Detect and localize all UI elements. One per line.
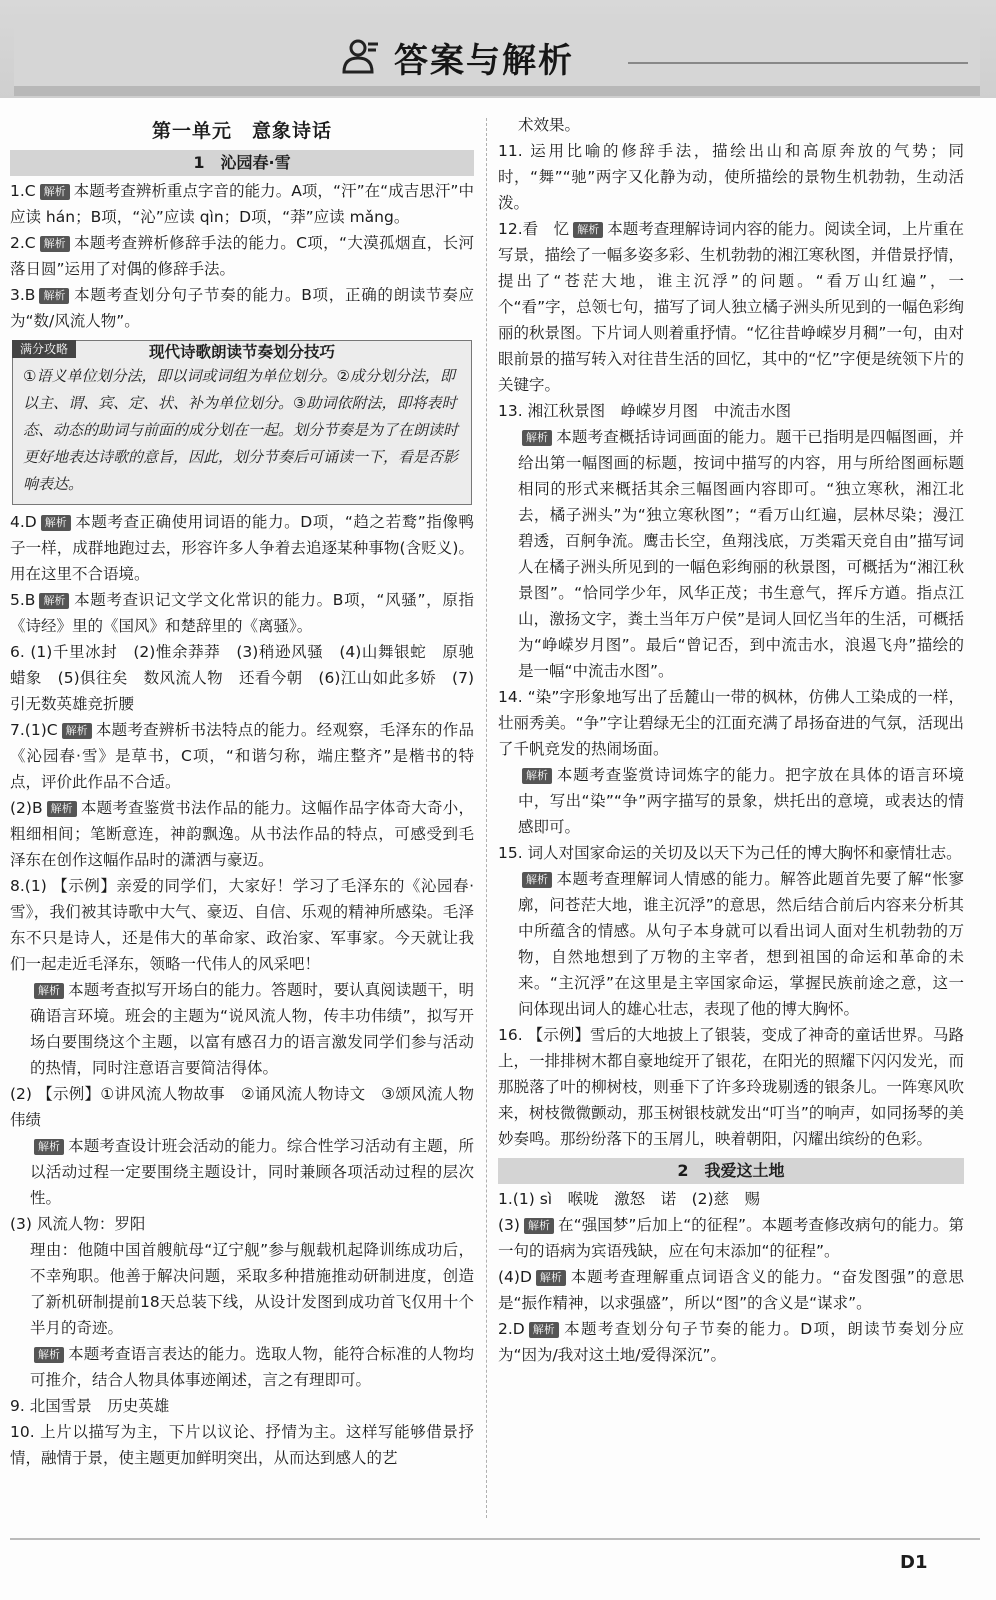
answer-text: 本题考查辨析修辞手法的能力。C项，“大漠孤烟直，长河落日圆”运用了对偶的修辞手法。 — [10, 234, 474, 278]
answer-list — [498, 1186, 964, 1368]
analysis-tag: 解析 — [536, 1270, 566, 1286]
page-title: 答案与解析 — [394, 40, 574, 81]
answer-text: 本题考查鉴赏诗词炼字的能力。把字放在具体的语言环境中，写出“染”“争”两字描写的景象，烘托出的意境，或表达的情感即可。 — [518, 766, 964, 836]
answer-text: (1)千里冰封 (2)惟余莽莽 (3)稍逊风骚 (4)山舞银蛇 原驰蜡象 (5)俱往矣 数风流人物 还看今朝 (6)江山如此多娇 (7)引无数英雄竞折腰 — [10, 643, 474, 713]
lesson-title: 1 沁园春·雪 — [10, 150, 474, 176]
answer-item — [498, 1186, 964, 1212]
analysis-tag: 解析 — [62, 723, 92, 739]
answer-number: 6. — [10, 643, 25, 661]
analysis-tag: 解析 — [573, 222, 603, 238]
answer-number: 11. — [498, 142, 523, 160]
analysis-tag: 解析 — [34, 983, 64, 999]
answer-number: 3.B — [10, 286, 36, 304]
answer-item — [498, 684, 964, 762]
analysis-tag: 解析 — [522, 768, 552, 784]
answer-number: 16. — [498, 1026, 523, 1044]
answer-item — [10, 230, 474, 282]
answer-text: 在“强国梦”后加上“的征程”。本题考查修改病句的能力。第一句的语病为宾语残缺，应在句末添加“的征程”。 — [498, 1216, 964, 1260]
answer-list — [10, 509, 474, 1471]
answer-text: 本题考查辨析书法特点的能力。经观察，毛泽东的作品《沁园春·雪》是草书，C项，“和谐匀称，端庄整齐”是楷书的特点，评价此作品不合适。 — [10, 721, 474, 791]
answer-item — [10, 1341, 474, 1393]
analysis-tag: 解析 — [41, 515, 71, 531]
answer-item — [498, 1316, 964, 1368]
analysis-tag: 解析 — [40, 184, 70, 200]
answer-item — [10, 282, 474, 334]
answer-item — [498, 762, 964, 840]
answer-text: 上片以描写为主，下片以议论、抒情为主。这样写能够借景抒情，融情于景，使主题更加鲜明突出，从而达到感人的艺 — [10, 1423, 474, 1467]
answer-item — [10, 1419, 474, 1471]
answer-number: (3) — [498, 1216, 520, 1234]
answer-number: 5.B — [10, 591, 36, 609]
answer-number: 8.(1) — [10, 877, 47, 895]
answer-text: 本题考查概括诗词画面的能力。题干已指明是四幅图画，并给出第一幅图画的标题，按词中描写的内容，用与所给图画标题相同的形式来概括其余三幅图画内容即可。“独立寒秋，湘江北去，橘子洲头”为“独立寒秋图”；“看万山红遍，层林尽染；漫江碧透，百舸争流。鹰击长空，鱼翔浅底，万类霜天竞自由”描写词人在橘子洲头所见到的一幅色彩绚丽的秋景图，可概括为“湘江秋景图”。“恰同学少年，风华正茂；书生意气，挥斥方遒。指点江山，激扬文字，粪土当年万户侯”是词人回忆当年的生活，可概括为“峥嵘岁月图”。最后“曾记否，到中流击水，浪遏飞舟”描绘的是一幅“中流击水图”。 — [518, 428, 964, 680]
answer-item — [498, 1264, 964, 1316]
answer-number: (2) — [10, 1085, 32, 1103]
answer-number: 14. — [498, 688, 523, 706]
answer-item — [10, 873, 474, 977]
answer-text: 风流人物：罗阳 — [36, 1215, 146, 1233]
unit-title: 第一单元 意象诗话 — [151, 120, 332, 142]
answer-item — [498, 866, 964, 1022]
tips-text: ①语义单位划分法，即以词或词组为单位划分。②成分划分法，即以主、谓、宾、定、状、补为单位划分。③助词依附法，即将表时态、动态的助词与前面的成分划在一起。划分节奏是为了在朗读时更好地表达诗歌的意旨，因此，划分节奏后可诵读一下，看是否影响表达。 — [23, 367, 459, 493]
analysis-tag: 解析 — [47, 801, 77, 817]
answer-number: 12.看 忆 — [498, 220, 570, 238]
analysis-tag: 解析 — [34, 1139, 64, 1155]
answer-list — [498, 112, 964, 1152]
answer-text: 【示例】亲爱的同学们，大家好！学习了毛泽东的《沁园春·雪》，我们被其诗歌中大气、豪迈、自信、乐观的精神所感染。毛泽东不只是诗人，还是伟大的革命家、政治家、军事家。今天就让我们一起走近毛泽东，领略一代伟人的风采吧！ — [10, 877, 474, 973]
answer-text: 词人对国家命运的关切及以天下为己任的博大胸怀和豪情壮志。 — [527, 844, 962, 862]
answer-text: “染”字形象地写出了岳麓山一带的枫林，仿佛人工染成的一样，壮丽秀美。“争”字让碧绿无尘的江面充满了昂扬奋进的气氛，活现出了千帆竞发的热闹场面。 — [498, 688, 964, 758]
answer-text: 湘江秋景图 峥嵘岁月图 中流击水图 — [527, 402, 792, 420]
answer-item — [10, 639, 474, 717]
answer-text: 北国雪景 历史英雄 — [29, 1397, 170, 1415]
answer-item — [10, 1237, 474, 1341]
answer-number: (2)B — [10, 799, 43, 817]
answer-number: 15. — [498, 844, 523, 862]
answer-item — [498, 424, 964, 684]
footer-line — [10, 1538, 980, 1540]
answer-item — [498, 216, 964, 398]
answer-item — [10, 1211, 474, 1237]
answer-text: sì 喉咙 激怒 诺 (2)慈 赐 — [539, 1190, 761, 1208]
answer-number: 10. — [10, 1423, 35, 1441]
analysis-tag: 解析 — [529, 1322, 559, 1338]
page-number: D1 — [900, 1552, 928, 1573]
answer-text: 本题考查理解诗词内容的能力。阅读全词，上片重在写景，描绘了一幅多姿多彩、生机勃勃的湘江寒秋图，并借景抒情，提出了“苍茫大地，谁主沉浮”的问题。“看万山红遍”，一个“看”字，总领七句，描写了词人独立橘子洲头所见到的一幅色彩绚丽的秋景图。下片词人则着重抒情。“忆往昔峥嵘岁月稠”一句，由对眼前景的描写转入对往昔生活的回忆，其中的“忆”字便是统领下片的关键字。 — [498, 220, 964, 394]
answer-text: 本题考查理解词人情感的能力。解答此题首先要了解“怅寥廓，问苍茫大地，谁主沉浮”的意思，然后结合前后内容来分析其中所蕴含的情感。从句子本身就可以看出词人面对生机勃勃的万物，自然地想到了万物的主宰者，想到祖国的命运和革命的未来。“主沉浮”在这里是主宰国家命运，掌握民族前途之意，这一问体现出词人的雄心壮志，表现了他的博大胸怀。 — [518, 870, 964, 1018]
answer-number: 7.(1)C — [10, 721, 58, 739]
answer-number: (4)D — [498, 1268, 532, 1286]
answer-number: (3) — [10, 1215, 32, 1233]
lesson-title: 2 我爱这土地 — [498, 1158, 964, 1184]
answer-item — [10, 1393, 474, 1419]
analysis-tag: 解析 — [34, 1347, 64, 1363]
answer-number: 13. — [498, 402, 523, 420]
answer-item — [10, 1081, 474, 1133]
answer-text: 本题考查语言表达的能力。选取人物，能符合标准的人物均可推介，结合人物具体事迹阐述，言之有理即可。 — [30, 1345, 474, 1389]
analysis-tag: 解析 — [522, 872, 552, 888]
analysis-tag: 解析 — [39, 288, 69, 304]
answer-item — [498, 398, 964, 424]
analysis-tag: 解析 — [40, 236, 70, 252]
answer-item — [10, 587, 474, 639]
right-column — [498, 112, 964, 1368]
answer-item — [498, 138, 964, 216]
tips-title: 现代诗歌朗读节奏划分技巧 — [148, 343, 335, 361]
answer-item — [10, 977, 474, 1081]
answer-item — [10, 509, 474, 587]
answer-number: 4.D — [10, 513, 37, 531]
answer-text: 【示例】雪后的大地披上了银装，变成了神奇的童话世界。马路上，一排排树木都自豪地绽开了银花，在阳光的照耀下闪闪发光，而那脱落了叶的柳树枝，则垂下了许多玲珑剔透的银条儿。一阵寒风吹来，树枝微微颤动，那玉树银枝就发出“叮当”的响声，如同扬琴的美妙奏鸣。那纷纷落下的玉屑儿，映着朝阳，闪耀出缤纷的色彩。 — [498, 1026, 964, 1148]
answer-number: 1.(1) — [498, 1190, 535, 1208]
answer-list — [10, 178, 474, 334]
answer-text: 本题考查理解重点词语含义的能力。“奋发图强”的意思是“振作精神，以求强盛”，所以“图”的含义是“谋求”。 — [498, 1268, 964, 1312]
tips-box — [12, 340, 472, 505]
answer-text: 本题考查拟写开场白的能力。答题时，要认真阅读题干，明确语言环境。班会的主题为“说风流人物，传丰功伟绩”，拟写开场白要围绕这个主题，以富有感召力的语言激发同学们参与活动的热情，同时注意语言要简洁得体。 — [30, 981, 474, 1077]
answer-item — [498, 1022, 964, 1152]
answer-item — [498, 112, 964, 138]
answer-number: 1.C — [10, 182, 36, 200]
answer-item — [498, 840, 964, 866]
answer-item — [498, 1212, 964, 1264]
answer-text: 本题考查划分句子节奏的能力。D项，朗读节奏划分应为“因为/我对这土地/爱得深沉”。 — [498, 1320, 964, 1364]
answer-item — [10, 717, 474, 795]
analysis-tag: 解析 — [522, 430, 552, 446]
answer-text: 理由：他随中国首艘航母“辽宁舰”参与舰载机起降训练成功后，不幸殉职。他善于解决问题，采取多种措施推动研制进度，创造了新机研制提前18天总装下线，从设计发图到成功首飞仅用十个半月的奇迹。 — [30, 1241, 474, 1337]
answer-number: 2.D — [498, 1320, 525, 1338]
column-divider — [486, 118, 487, 1518]
answer-text: 【示例】①讲风流人物故事 ②诵风流人物诗文 ③颂风流人物伟绩 — [10, 1085, 474, 1129]
answer-number: 9. — [10, 1397, 25, 1415]
cloud-person-icon — [338, 34, 384, 80]
left-column — [10, 112, 474, 1471]
answer-text: 本题考查辨析重点字音的能力。A项，“汗”在“成吉思汗”中应读 hán；B项，“沁”应读 qìn；D项，“莽”应读 mǎng。 — [10, 182, 474, 226]
answer-text: 本题考查划分句子节奏的能力。B项，正确的朗读节奏应为“数/风流人物”。 — [10, 286, 474, 330]
analysis-tag: 解析 — [39, 593, 69, 609]
answer-text: 运用比喻的修辞手法，描绘出山和高原奔放的气势；同时，“舞”“驰”两字又化静为动，使所描绘的景物生机勃勃，生动活泼。 — [498, 142, 964, 212]
answer-text: 术效果。 — [518, 116, 581, 134]
answer-item — [10, 1133, 474, 1211]
answer-text: 本题考查设计班会活动的能力。综合性学习活动有主题，所以活动过程一定要围绕主题设计，同时兼顾各项活动过程的层次性。 — [30, 1137, 474, 1207]
tips-tag: 满分攻略 — [12, 340, 76, 358]
answer-item — [10, 795, 474, 873]
answer-text: 本题考查正确使用词语的能力。D项，“趋之若鹜”指像鸭子一样，成群地跑过去，形容许多人争着去追逐某种事物(含贬义)。用在这里不合语境。 — [10, 513, 474, 583]
header-line — [628, 62, 968, 64]
header-bar — [14, 86, 980, 96]
answer-text: 本题考查识记文学文化常识的能力。B项，“风骚”，原指《诗经》里的《国风》和楚辞里的《离骚》。 — [10, 591, 474, 635]
answer-number: 2.C — [10, 234, 36, 252]
title-wrap — [338, 30, 574, 84]
answer-item — [10, 178, 474, 230]
header — [0, 0, 996, 98]
answer-text: 本题考查鉴赏书法作品的能力。这幅作品字体奇大奇小，粗细相间；笔断意连，神韵飘逸。从书法作品的特点，可感受到毛泽东在创作这幅作品时的潇洒与豪迈。 — [10, 799, 474, 869]
analysis-tag: 解析 — [524, 1218, 554, 1234]
